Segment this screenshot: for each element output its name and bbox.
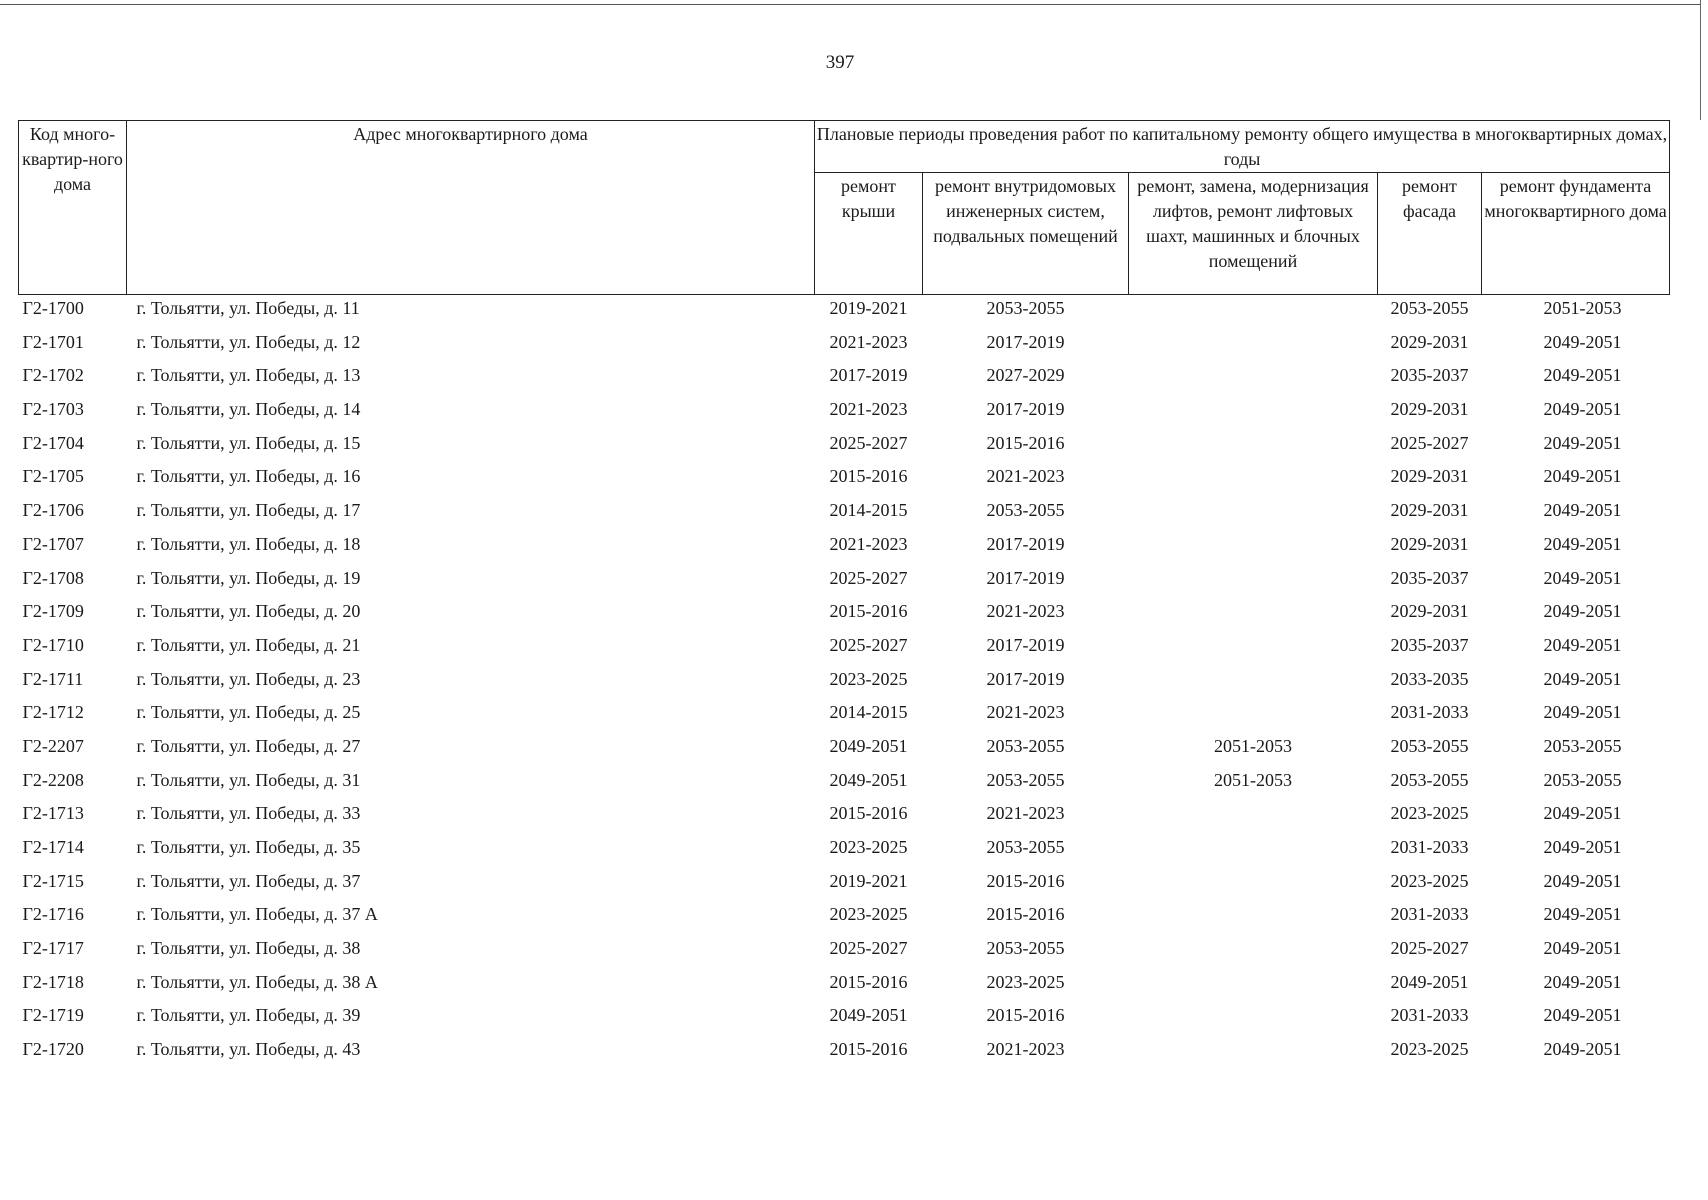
cell-address: г. Тольятти, ул. Победы, д. 38 [136,938,361,959]
cell-address: г. Тольятти, ул. Победы, д. 23 [136,668,361,689]
cell-code: Г2-1714 [22,837,84,857]
table-row [19,362,1670,396]
cell-foundation: 2049-2051 [1543,702,1622,723]
cell-engineering: 2021-2023 [986,1039,1065,1060]
cell-foundation: 2049-2051 [1543,837,1622,857]
cell-roof: 2017-2019 [829,365,908,386]
cell-foundation: 2049-2051 [1543,634,1622,655]
table-row [19,969,1670,1003]
cell-code: Г2-1707 [22,533,84,554]
cell-engineering: 2021-2023 [986,601,1065,622]
cell-lift [1129,834,1378,868]
cell-engineering: 2017-2019 [986,533,1065,554]
cell-facade: 2023-2025 [1390,803,1469,824]
cell-facade: 2049-2051 [1390,971,1469,992]
cell-facade: 2025-2027 [1390,938,1469,959]
cell-roof: 2025-2027 [829,432,908,453]
table-row [19,430,1670,464]
cell-address: г. Тольятти, ул. Победы, д. 37 А [136,904,378,925]
cell-roof: 2015-2016 [829,466,908,487]
cell-foundation: 2053-2055 [1543,735,1622,756]
cell-foundation: 2049-2051 [1543,870,1622,891]
cell-roof: 2021-2023 [829,533,908,554]
cell-address: г. Тольятти, ул. Победы, д. 15 [136,432,361,453]
header-planned-periods: Плановые периоды проведения работ по капитальному ремонту общего имущества в многоквартирных домах, годы [815,121,1670,173]
cell-address: г. Тольятти, ул. Победы, д. 12 [136,331,361,352]
cell-foundation: 2049-2051 [1543,803,1622,824]
cell-code: Г2-1700 [22,298,84,318]
cell-engineering: 2053-2055 [986,500,1065,521]
cell-engineering: 2015-2016 [986,870,1065,891]
cell-foundation: 2049-2051 [1543,971,1622,992]
cell-roof: 2023-2025 [829,837,908,857]
table-header [19,121,1670,295]
cell-lift [1129,362,1378,396]
table-row [19,733,1670,767]
cell-lift [1129,699,1378,733]
cell-roof: 2021-2023 [829,331,908,352]
table-row [19,463,1670,497]
cell-address: г. Тольятти, ул. Победы, д. 19 [136,567,361,588]
table-row [19,295,1670,329]
cell-facade: 2025-2027 [1390,432,1469,453]
cell-roof: 2015-2016 [829,601,908,622]
cell-engineering: 2017-2019 [986,399,1065,420]
cell-roof: 2049-2051 [829,735,908,756]
cell-lift [1129,901,1378,935]
table-row [19,699,1670,733]
cell-code: Г2-2208 [22,769,84,790]
cell-foundation: 2049-2051 [1543,533,1622,554]
cell-roof: 2049-2051 [829,769,908,790]
cell-lift [1129,396,1378,430]
cell-lift [1129,935,1378,969]
table-row [19,834,1670,868]
cell-engineering: 2015-2016 [986,1005,1065,1026]
cell-facade: 2053-2055 [1390,735,1469,756]
header-address: Адрес многоквартирного дома [127,121,815,295]
page-number: 397 [825,52,855,73]
cell-code: Г2-1713 [22,803,84,824]
table-row [19,800,1670,834]
cell-facade: 2029-2031 [1390,466,1469,487]
cell-address: г. Тольятти, ул. Победы, д. 20 [136,601,361,622]
cell-code: Г2-1703 [22,399,84,420]
cell-lift [1129,598,1378,632]
cell-engineering: 2017-2019 [986,567,1065,588]
cell-foundation: 2049-2051 [1543,331,1622,352]
header-row-top [19,121,1670,173]
table-row [19,632,1670,666]
table-row [19,1036,1670,1070]
cell-facade: 2029-2031 [1390,399,1469,420]
cell-foundation: 2049-2051 [1543,601,1622,622]
table-row [19,1002,1670,1036]
cell-address: г. Тольятти, ул. Победы, д. 35 [136,837,361,857]
cell-address: г. Тольятти, ул. Победы, д. 31 [136,769,361,790]
cell-code: Г2-1712 [22,702,84,723]
cell-facade: 2053-2055 [1390,298,1469,318]
cell-lift [1129,565,1378,599]
table-row [19,935,1670,969]
cell-address: г. Тольятти, ул. Победы, д. 16 [136,466,361,487]
cell-lift [1129,329,1378,363]
cell-address: г. Тольятти, ул. Победы, д. 21 [136,634,361,655]
cell-foundation: 2051-2053 [1543,298,1622,318]
cell-code: Г2-1708 [22,567,84,588]
table-row [19,598,1670,632]
header-code: Код много-квартир-ного дома [19,121,127,295]
cell-foundation: 2049-2051 [1543,567,1622,588]
table-body [19,295,1670,1070]
cell-roof: 2015-2016 [829,1039,908,1060]
cell-lift [1129,868,1378,902]
cell-foundation: 2049-2051 [1543,399,1622,420]
cell-address: г. Тольятти, ул. Победы, д. 18 [136,533,361,554]
cell-address: г. Тольятти, ул. Победы, д. 37 [136,870,361,891]
cell-engineering: 2021-2023 [986,702,1065,723]
cell-roof: 2023-2025 [829,904,908,925]
cell-foundation: 2049-2051 [1543,904,1622,925]
cell-address: г. Тольятти, ул. Победы, д. 13 [136,365,361,386]
cell-code: Г2-1704 [22,432,84,453]
cell-roof: 2014-2015 [829,702,908,723]
cell-facade: 2029-2031 [1390,533,1469,554]
table-row [19,497,1670,531]
cell-lift [1129,463,1378,497]
capital-repair-schedule-table [18,120,1670,1070]
cell-lift [1129,632,1378,666]
table-row [19,901,1670,935]
cell-engineering: 2015-2016 [986,904,1065,925]
cell-address: г. Тольятти, ул. Победы, д. 27 [136,735,361,756]
cell-facade: 2035-2037 [1390,365,1469,386]
cell-engineering: 2053-2055 [986,735,1065,756]
cell-address: г. Тольятти, ул. Победы, д. 17 [136,500,361,521]
cell-foundation: 2049-2051 [1543,500,1622,521]
cell-engineering: 2053-2055 [986,938,1065,959]
cell-lift [1129,430,1378,464]
cell-lift [1129,1036,1378,1070]
header-facade: ремонт фасада [1378,173,1482,295]
cell-engineering: 2021-2023 [986,803,1065,824]
cell-facade: 2029-2031 [1390,601,1469,622]
table-row [19,666,1670,700]
cell-facade: 2029-2031 [1390,500,1469,521]
cell-facade: 2033-2035 [1390,668,1469,689]
cell-code: Г2-1711 [22,668,84,689]
cell-address: г. Тольятти, ул. Победы, д. 39 [136,1005,361,1026]
cell-engineering: 2017-2019 [986,634,1065,655]
top-scan-edge [0,4,1700,5]
cell-facade: 2031-2033 [1390,837,1469,857]
cell-roof: 2015-2016 [829,803,908,824]
header-foundation: ремонт фундамента многоквартирного дома [1482,173,1670,295]
cell-lift: 2051-2053 [1214,735,1292,756]
cell-address: г. Тольятти, ул. Победы, д. 14 [136,399,361,420]
cell-code: Г2-1710 [22,634,84,655]
table-row [19,531,1670,565]
cell-code: Г2-1715 [22,870,84,891]
header-roof: ремонт крыши [815,173,923,295]
header-lift: ремонт, замена, модернизация лифтов, ремонт лифтовых шахт, машинных и блочных помещений [1129,173,1378,295]
cell-code: Г2-1717 [22,938,84,959]
cell-foundation: 2049-2051 [1543,668,1622,689]
cell-code: Г2-1709 [22,601,84,622]
table-row [19,868,1670,902]
cell-roof: 2019-2021 [829,298,908,318]
table-row [19,767,1670,801]
cell-lift [1129,969,1378,1003]
cell-address: г. Тольятти, ул. Победы, д. 33 [136,803,361,824]
cell-facade: 2031-2033 [1390,1005,1469,1026]
cell-lift [1129,295,1378,329]
cell-engineering: 2021-2023 [986,466,1065,487]
cell-code: Г2-1701 [22,331,84,352]
cell-lift [1129,531,1378,565]
cell-code: Г2-1706 [22,500,84,521]
cell-lift [1129,497,1378,531]
cell-facade: 2031-2033 [1390,904,1469,925]
cell-facade: 2035-2037 [1390,634,1469,655]
cell-engineering: 2023-2025 [986,971,1065,992]
cell-roof: 2021-2023 [829,399,908,420]
cell-foundation: 2049-2051 [1543,1039,1622,1060]
cell-roof: 2023-2025 [829,668,908,689]
cell-roof: 2049-2051 [829,1005,908,1026]
cell-foundation: 2049-2051 [1543,466,1622,487]
cell-code: Г2-1719 [22,1005,84,1026]
cell-facade: 2029-2031 [1390,331,1469,352]
cell-engineering: 2015-2016 [986,432,1065,453]
cell-code: Г2-1720 [22,1039,84,1060]
cell-address: г. Тольятти, ул. Победы, д. 25 [136,702,361,723]
cell-code: Г2-1705 [22,466,84,487]
cell-roof: 2015-2016 [829,971,908,992]
cell-foundation: 2049-2051 [1543,1005,1622,1026]
cell-engineering: 2053-2055 [986,298,1065,318]
cell-facade: 2035-2037 [1390,567,1469,588]
cell-code: Г2-1702 [22,365,84,386]
cell-lift [1129,800,1378,834]
cell-engineering: 2053-2055 [986,837,1065,857]
cell-engineering: 2027-2029 [986,365,1065,386]
cell-facade: 2031-2033 [1390,702,1469,723]
cell-foundation: 2049-2051 [1543,938,1622,959]
cell-engineering: 2017-2019 [986,668,1065,689]
cell-roof: 2025-2027 [829,938,908,959]
cell-lift [1129,1002,1378,1036]
cell-foundation: 2053-2055 [1543,769,1622,790]
table-row [19,565,1670,599]
cell-facade: 2023-2025 [1390,870,1469,891]
cell-engineering: 2053-2055 [986,769,1065,790]
cell-address: г. Тольятти, ул. Победы, д. 38 А [136,971,378,992]
cell-address: г. Тольятти, ул. Победы, д. 43 [136,1039,361,1060]
cell-roof: 2025-2027 [829,567,908,588]
cell-foundation: 2049-2051 [1543,432,1622,453]
right-scan-edge [1700,0,1701,120]
cell-code: Г2-2207 [22,735,84,756]
cell-code: Г2-1716 [22,904,84,925]
table-row [19,329,1670,363]
cell-engineering: 2017-2019 [986,331,1065,352]
table-row [19,396,1670,430]
header-engineering: ремонт внутридомовых инженерных систем, подвальных помещений [923,173,1129,295]
cell-roof: 2019-2021 [829,870,908,891]
cell-address: г. Тольятти, ул. Победы, д. 11 [136,298,360,318]
cell-roof: 2014-2015 [829,500,908,521]
cell-code: Г2-1718 [22,971,84,992]
cell-lift: 2051-2053 [1214,769,1292,790]
cell-foundation: 2049-2051 [1543,365,1622,386]
cell-facade: 2023-2025 [1390,1039,1469,1060]
cell-lift [1129,666,1378,700]
cell-facade: 2053-2055 [1390,769,1469,790]
cell-roof: 2025-2027 [829,634,908,655]
